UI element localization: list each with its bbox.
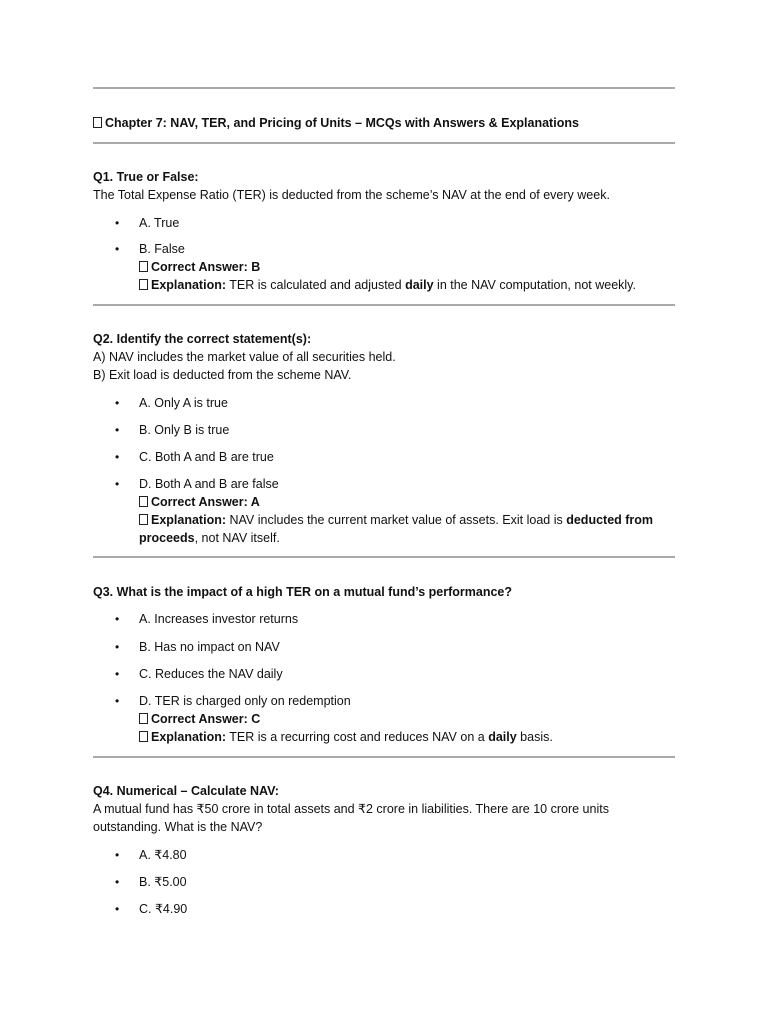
explanation-text: in the NAV computation, not weekly. [433, 278, 636, 292]
explanation-emphasis: deducted from [566, 513, 654, 527]
answer-label: Correct Answer: B [151, 260, 261, 274]
question-4-text-1: A mutual fund has ₹50 crore in total assets and ₹2 crore in liabilities. There are 10 crore units [93, 802, 609, 816]
bullet-icon: • [115, 242, 120, 256]
q1-option-a: A. True [139, 216, 180, 230]
explanation-text: NAV includes the current market value of assets. Exit load is [226, 513, 567, 527]
q3-option-c: C. Reduces the NAV daily [139, 667, 283, 681]
q4-option-b: B. ₹5.00 [139, 875, 187, 889]
divider [93, 142, 675, 144]
q2-option-c: C. Both A and B are true [139, 450, 274, 464]
bullet-icon: • [115, 875, 120, 889]
q1-correct-answer [139, 258, 260, 276]
answer-label: Correct Answer: C [151, 712, 261, 726]
q2-explanation-cont [139, 529, 280, 547]
q4-option-a: A. ₹4.80 [139, 848, 187, 862]
q2-correct-answer [139, 493, 260, 511]
bullet-icon: • [115, 667, 120, 681]
bullet-icon: • [115, 902, 120, 916]
question-3-heading: Q3. What is the impact of a high TER on a mutual fund’s performance? [93, 585, 513, 599]
divider [93, 304, 675, 306]
checkbox-glyph-icon [93, 117, 102, 128]
question-4-heading: Q4. Numerical – Calculate NAV: [93, 784, 279, 798]
explanation-text: TER is a recurring cost and reduces NAV on a [226, 730, 489, 744]
bullet-icon: • [115, 612, 120, 626]
checkbox-glyph-icon [139, 279, 148, 290]
chapter-title [93, 114, 579, 132]
q3-explanation [139, 728, 553, 746]
explanation-text: TER is calculated and adjusted [226, 278, 406, 292]
bullet-icon: • [115, 640, 120, 654]
bullet-icon: • [115, 848, 120, 862]
answer-label: Correct Answer: A [151, 495, 260, 509]
q4-option-c: C. ₹4.90 [139, 902, 188, 916]
explanation-emphasis: proceeds [139, 531, 195, 545]
checkbox-glyph-icon [139, 261, 148, 272]
question-2-statement-a: A) NAV includes the market value of all securities held. [93, 350, 396, 364]
checkbox-glyph-icon [139, 713, 148, 724]
q1-option-b: B. False [139, 242, 185, 256]
explanation-emphasis: daily [488, 730, 517, 744]
q2-explanation [139, 511, 653, 529]
question-1-heading: Q1. True or False: [93, 170, 199, 184]
bullet-icon: • [115, 477, 120, 491]
q1-explanation [139, 276, 636, 294]
explanation-text: , not NAV itself. [194, 531, 280, 545]
explanation-label: Explanation: [151, 513, 227, 527]
bullet-icon: • [115, 423, 120, 437]
q3-option-b: B. Has no impact on NAV [139, 640, 280, 654]
q3-option-d: D. TER is charged only on redemption [139, 694, 351, 708]
q3-correct-answer [139, 710, 260, 728]
divider [93, 756, 675, 758]
bullet-icon: • [115, 694, 120, 708]
q3-option-a: A. Increases investor returns [139, 612, 299, 626]
question-1-text: The Total Expense Ratio (TER) is deducted from the scheme’s NAV at the end of every week. [93, 188, 610, 202]
checkbox-glyph-icon [139, 514, 148, 525]
bullet-icon: • [115, 396, 120, 410]
q2-option-a: A. Only A is true [139, 396, 228, 410]
q2-option-b: B. Only B is true [139, 423, 230, 437]
checkbox-glyph-icon [139, 731, 148, 742]
bullet-icon: • [115, 450, 120, 464]
bullet-icon: • [115, 216, 120, 230]
explanation-label: Explanation: [151, 278, 227, 292]
divider [93, 87, 675, 89]
checkbox-glyph-icon [139, 496, 148, 507]
explanation-label: Explanation: [151, 730, 227, 744]
explanation-text: basis. [516, 730, 553, 744]
question-2-heading: Q2. Identify the correct statement(s): [93, 332, 312, 346]
q2-option-d: D. Both A and B are false [139, 477, 279, 491]
explanation-emphasis: daily [405, 278, 434, 292]
question-2-statement-b: B) Exit load is deducted from the scheme NAV. [93, 368, 352, 382]
divider [93, 556, 675, 558]
question-4-text-2: outstanding. What is the NAV? [93, 820, 263, 834]
chapter-title-text: Chapter 7: NAV, TER, and Pricing of Units – MCQs with Answers & Explanations [105, 116, 579, 130]
